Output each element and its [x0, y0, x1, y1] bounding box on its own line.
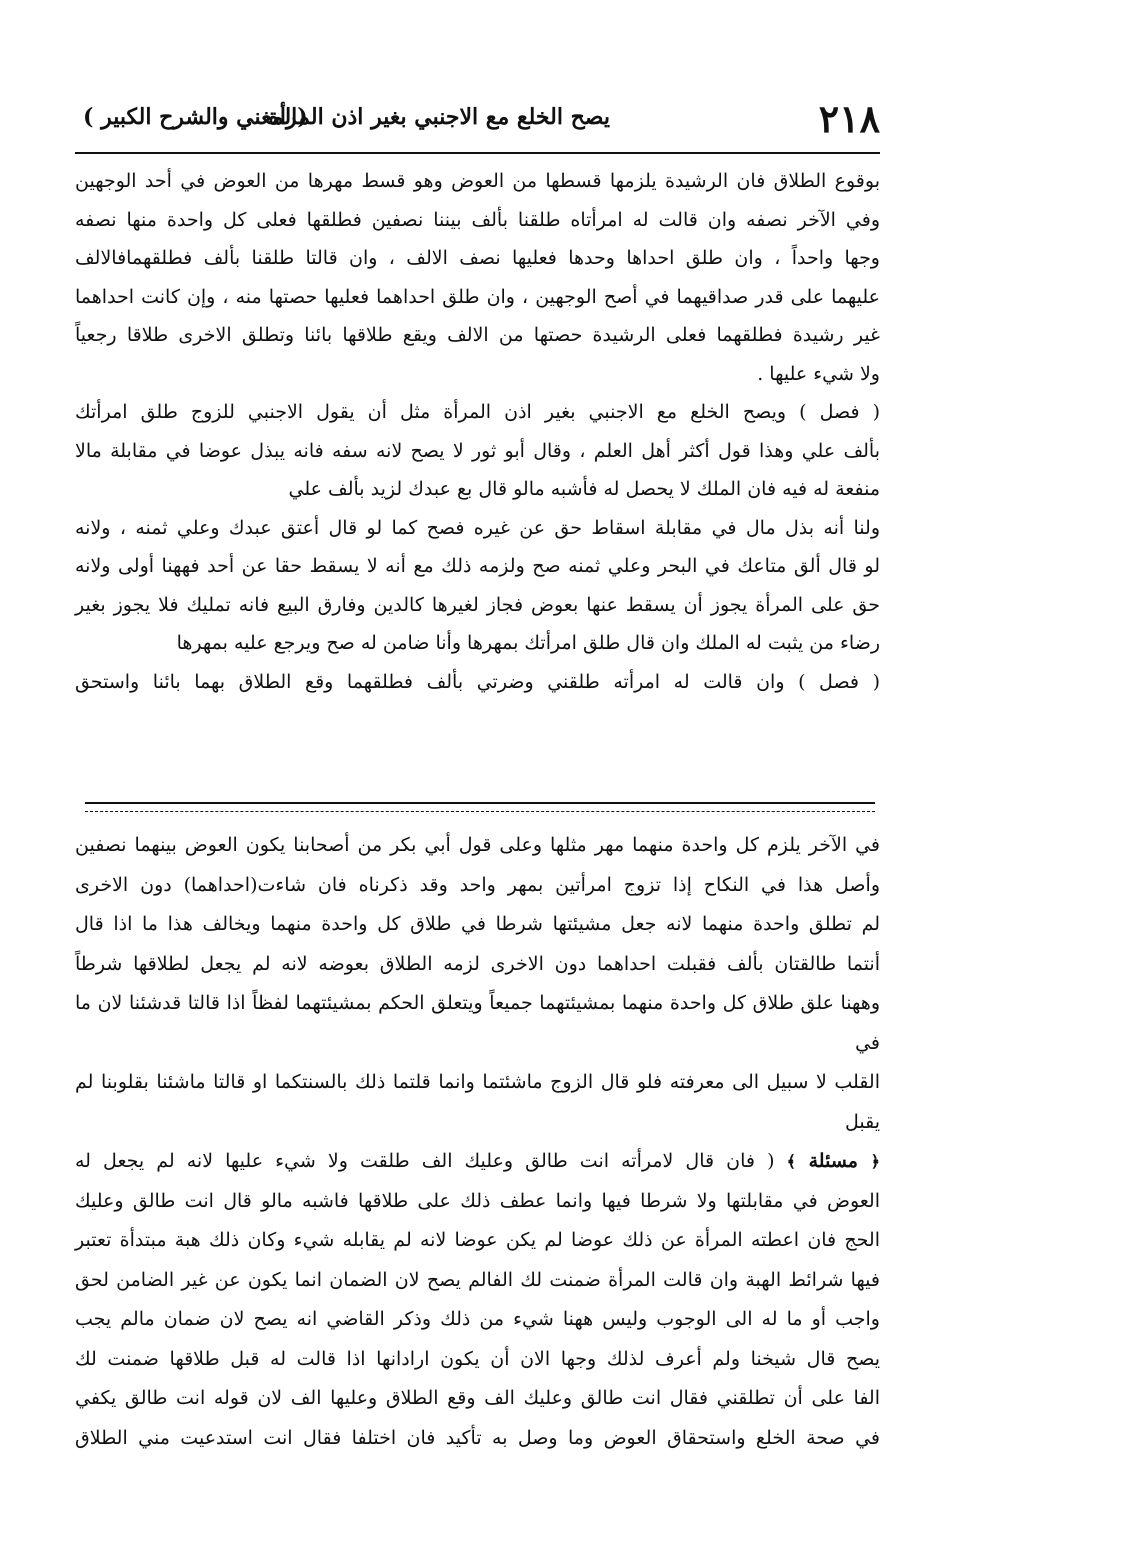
- commentary-line: الحج فان اعطته المرأة عن ذلك عوضا لم يكن عوضا لانه لم يقابله شيء وكان ذلك هبة مبتدأة تعتبر: [75, 1229, 880, 1251]
- text-line: رضاء من يثبت له الملك وان قال طلق امرأتك بمهرها وأنا ضامن له صح ويرجع عليه بمهرها: [176, 632, 880, 654]
- page-number: ٢١٨: [818, 96, 880, 141]
- text-line: لو قال ألق متاعك في البحر وعلي ثمنه صح ولزمه ذلك مع أنه لا يسقط حقا عن أحد فههنا أولى ولانه: [75, 555, 880, 577]
- text-line: وفي الآخر نصفه وان قالت له امرأتاه طلقنا بألف بيننا نصفين فطلقها فعلى كل واحدة منها نصفه: [75, 208, 880, 231]
- book-title: (المغني والشرح الكبير ): [83, 104, 308, 130]
- text-line: ( فصل ) ويصح الخلع مع الاجنبي بغير اذن المرأة مثل أن يقول الاجنبي للزوج طلق امرأتك: [75, 401, 880, 423]
- commentary-line: أنتما طالقتان بألف فقبلت احداهما دون الاخرى لزمه الطلاق بعوضه لانه لم يجعل لطلاقها شرطاً: [75, 952, 880, 975]
- masala-heading: [787, 1150, 880, 1172]
- commentary-line: وأصل هذا في النكاح إذا تزوج امرأتين بمهر واحد وقد ذكرناه فان شاءت(احداهما) دون الاخرى: [75, 873, 880, 896]
- header-rule: [75, 152, 880, 154]
- page-header: [75, 90, 880, 150]
- text-line: ولنا أنه بذل مال في مقابلة اسقاط حق عن غيره فصح كما لو قال أعتق عبدك وعلي ثمنه ، ولانه: [75, 516, 880, 539]
- commentary-line: لم تطلق واحدة منهما لانه جعل مشيئتها شرطا في طلاق كل واحدة منهما ويخالف هذا ما اذا قال: [75, 913, 880, 935]
- masala-label: مسئلة: [808, 1150, 858, 1172]
- running-title: يصح الخلع مع الاجنبي بغير اذن المرأة: [268, 104, 610, 130]
- text-line: حق على المرأة يجوز أن يسقط عنها بعوض فجاز لغيرها كالدين وفارق البيع فانه تمليك فلا يجوز بغير: [75, 593, 880, 616]
- text-line: وجها واحداً ، وان طلق احداها وحدها فعليها نصف الالف ، وان قالتا طلقنا بألف فطلقهمافالالف: [75, 247, 880, 269]
- section-divider: [85, 802, 875, 812]
- text-line: بألف علي وهذا قول أكثر أهل العلم ، وقال أبو ثور لا يصح لانه سفه فانه يبذل عوضا في مقابلة مالا: [75, 439, 880, 462]
- ornament-close-icon: ﴾: [786, 1152, 796, 1171]
- commentary-line: فيها شرائط الهبة وان قالت المرأة ضمنت لك الفالم يصح لان الضمان انما يكون عن غير الضامن لحق: [75, 1268, 880, 1291]
- masala-line: [75, 1142, 880, 1182]
- commentary-line: القلب لا سبيل الى معرفته فلو قال الزوج ماشئتما وانما قلتما ذلك بالسنتكما او قالتا ماشئنا بقلوبنا لم يقبل: [75, 1071, 880, 1133]
- text-line: غير رشيدة فطلقهما فعلى الرشيدة حصتها من الالف ويقع طلاقها بائنا وتطلق الاخرى طلاقا رجعياً: [75, 324, 880, 346]
- commentary-line: الفا على أن تطلقني فقال انت طالق وعليك الف وقع الطلاق وعليها الف لان قوله انت طالق يكفي: [75, 1387, 880, 1409]
- text-line: ولا شيء عليها .: [757, 362, 880, 385]
- text-line: عليهما على قدر صداقيهما في أصح الوجهين ، وان طلق احداهما فعليها حصتها منه ، وإن كانت احداهما: [75, 285, 880, 308]
- commentary-line: في صحة الخلع واستحقاق العوض وما وصل به تأكيد فان اختلفا فقال انت استدعيت مني الطلاق: [75, 1426, 880, 1449]
- commentary-line: وههنا علق طلاق كل واحدة منهما بمشيئتهما جميعاً ويتعلق الحكم بمشيئتهما لفظاً اذا قالتا قدشئنا لان ما في: [75, 992, 880, 1054]
- commentary-line: واجب أو ما له الى الوجوب وليس ههنا شيء من ذلك وذكر القاضي انه يصح لان ضمان مالم يجب: [75, 1308, 880, 1330]
- commentary-line: العوض في مقابلتها ولا شرطا فيها وانما عطف ذلك على طلاقها فاشبه مالو قال انت طالق وعليك: [75, 1189, 880, 1212]
- commentary-text: [75, 826, 880, 1458]
- masala-text: ( فان قال لامرأته انت طالق وعليك الف طلقت ولا شيء عليها لانه لم يجعل له: [75, 1150, 775, 1172]
- text-line: بوقوع الطلاق فان الرشيدة يلزمها قسطها من العوض وهو قسط مهرها من العوض في أحد الوجهين: [75, 170, 880, 192]
- main-text: [75, 162, 880, 701]
- ornament-open-icon: ﴿: [870, 1152, 880, 1171]
- commentary-line: يصح قال شيخنا ولم أعرف لذلك وجها الان أن يكون ارادانها اذا قالت له قبل طلاقها ضمنت لك: [75, 1347, 880, 1370]
- commentary-line: في الآخر يلزم كل واحدة منهما مهر مثلها وعلى قول أبي بكر من أصحابنا يكون العوض بينهما نصفين: [75, 834, 880, 856]
- text-line: ( فصل ) وان قالت له امرأته طلقني وضرتي بألف فطلقهما وقع الطلاق بهما بائنا واستحق: [75, 670, 880, 693]
- text-line: منفعة له فيه فان الملك لا يحصل له فأشبه مالو قال بع عبدك لزيد بألف علي: [288, 478, 880, 500]
